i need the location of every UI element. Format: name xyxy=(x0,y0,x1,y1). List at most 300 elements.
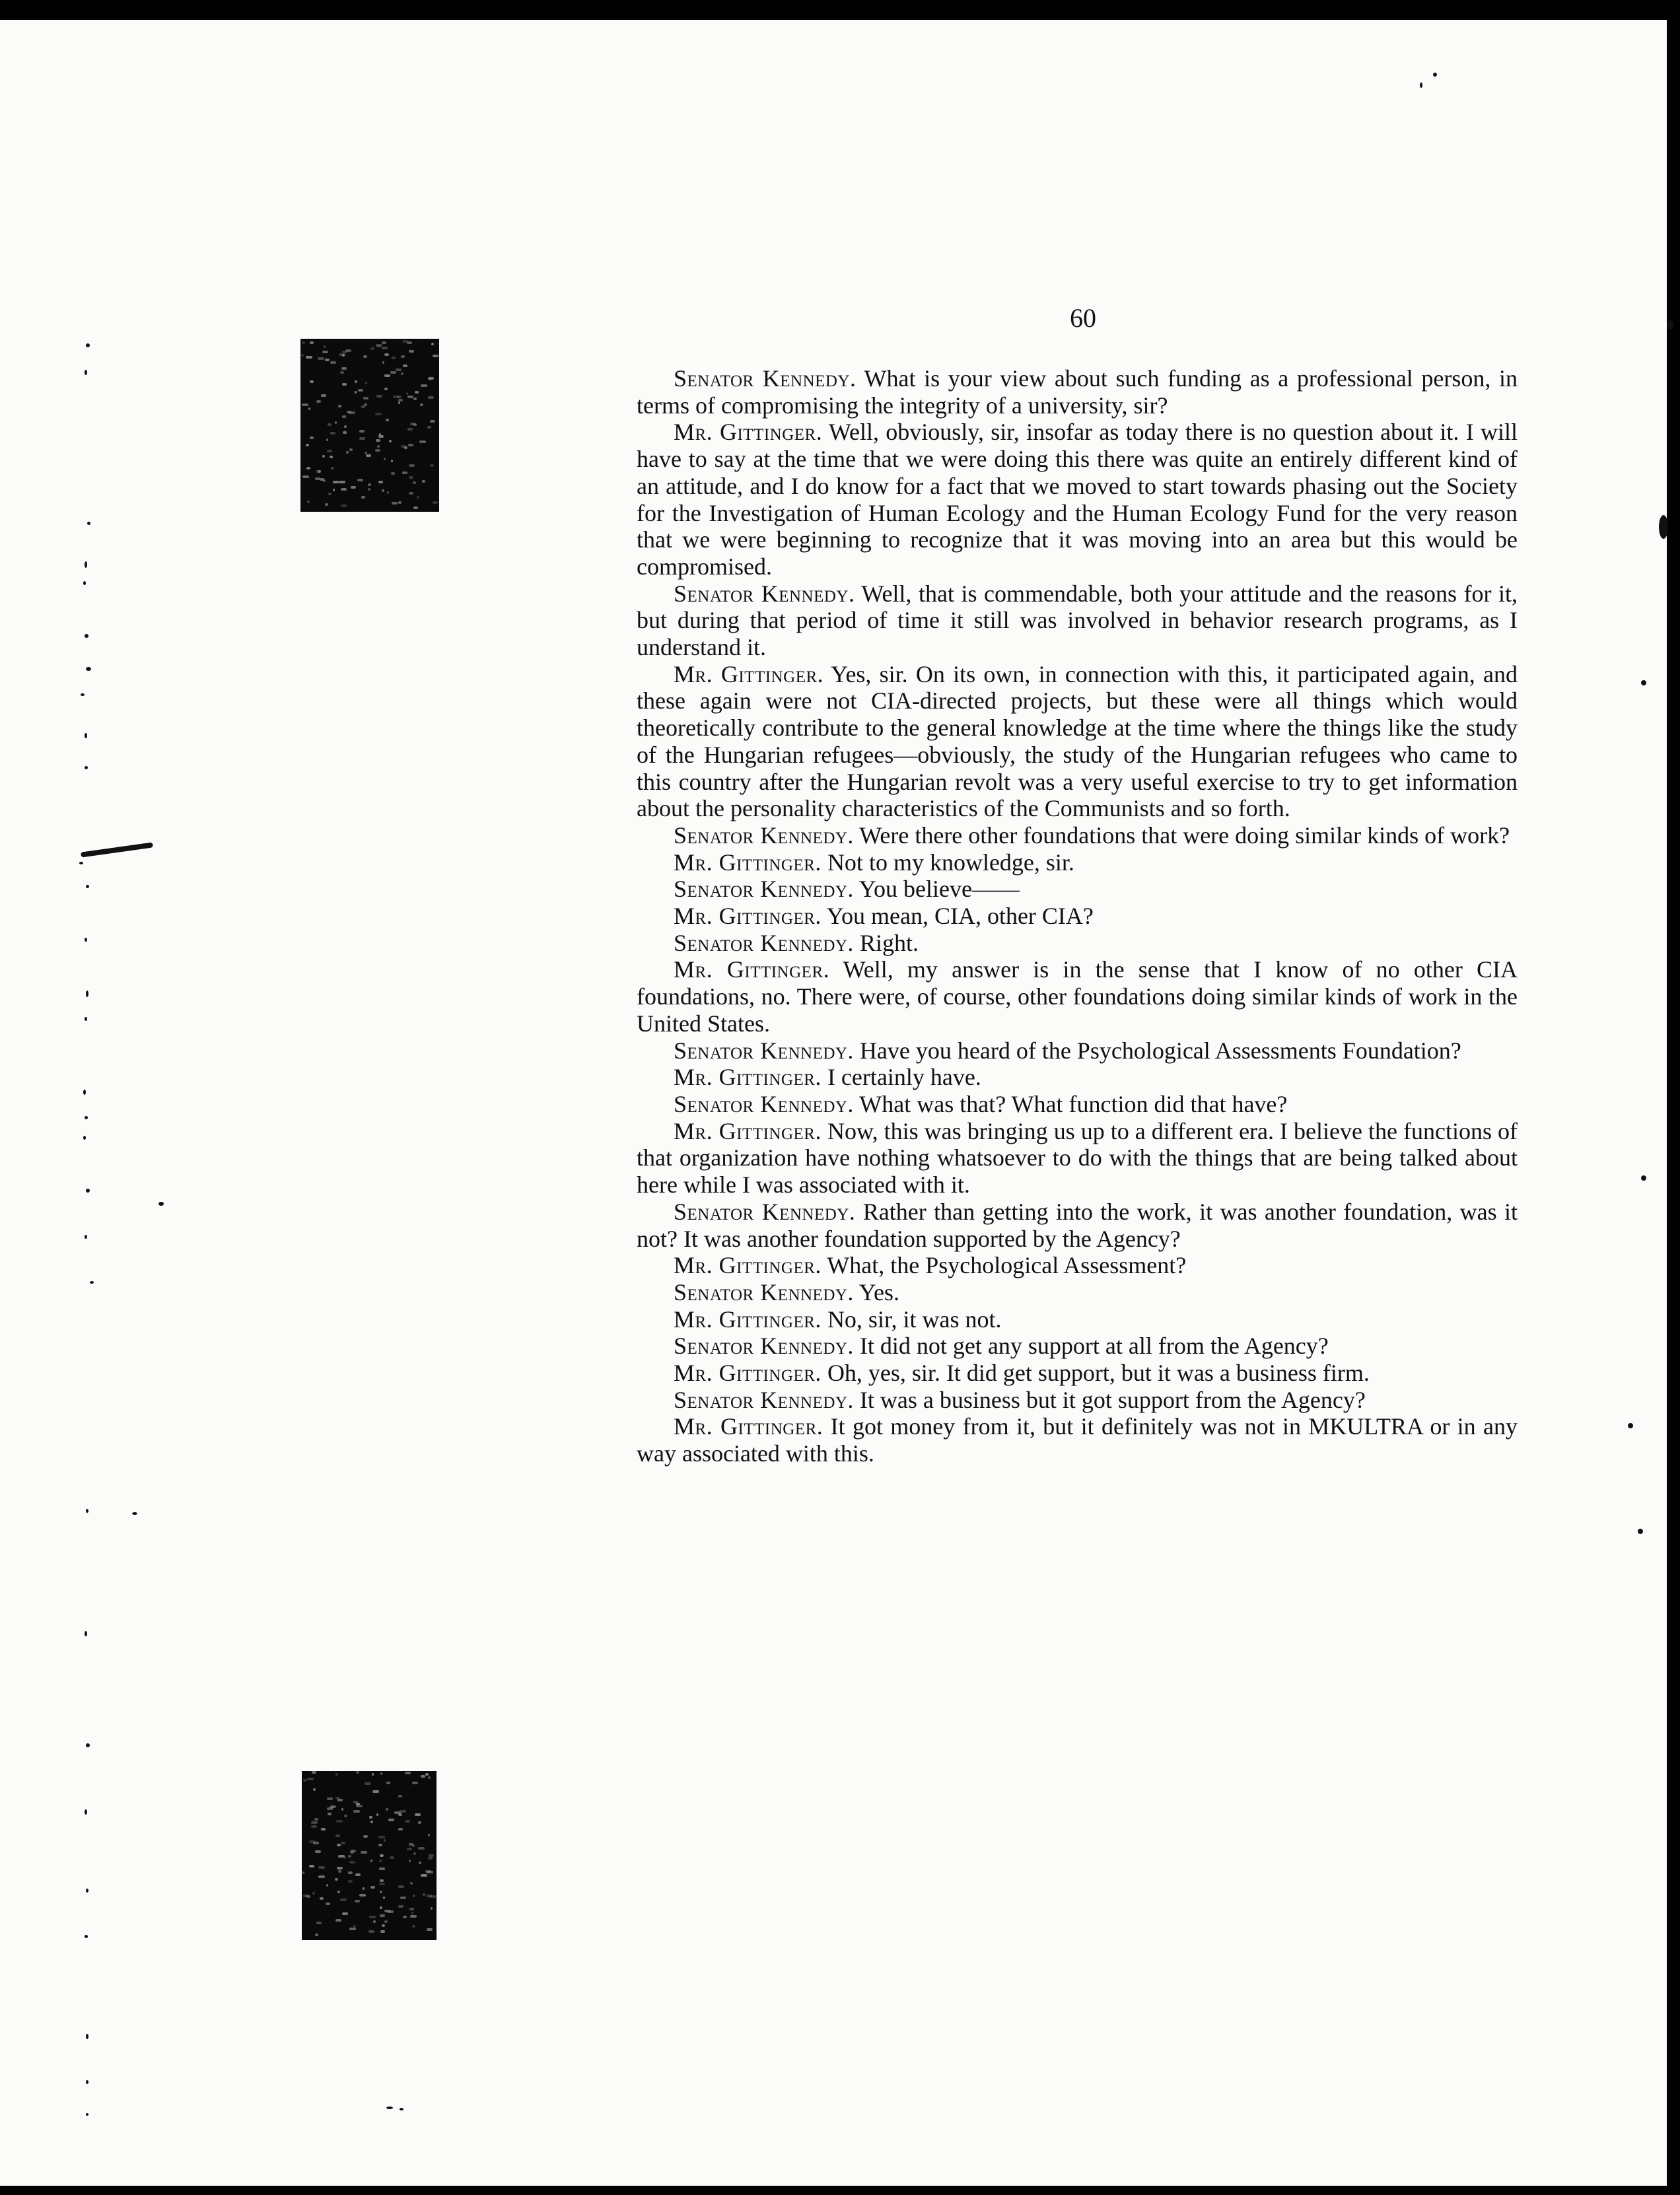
blot-noise xyxy=(384,458,386,460)
scan-speck xyxy=(86,991,88,997)
speech-text: No, sir, it was not. xyxy=(821,1306,1002,1333)
blot-noise xyxy=(363,397,368,400)
blot-noise xyxy=(370,347,374,350)
blot-noise xyxy=(398,1795,402,1797)
blot-noise xyxy=(418,1847,425,1850)
transcript-paragraph xyxy=(637,930,1518,957)
speech-text: It did not get any support at all from the Agency? xyxy=(853,1333,1329,1360)
blot-noise xyxy=(401,372,403,375)
speaker-name: Mr. Gittinger. xyxy=(674,1360,822,1387)
blot-noise xyxy=(308,407,310,410)
speech-text: Yes, sir. On its own, in connection with this, it participated again, and these again were not CIA-directed projects, but these were all things which would theoretically contribute to the general knowledge at the time where the things like the study of the Hungarian refugees—obviously, the study of the Hungarian refugees who came to this country after the Hungarian revolt was a very useful exercise to try to get information about the personality characteristics of the Communists and so forth. xyxy=(637,660,1518,822)
blot-noise xyxy=(398,1828,403,1830)
scan-speck xyxy=(86,885,89,888)
blot-noise xyxy=(420,403,423,406)
blot-noise xyxy=(335,1919,341,1922)
blot-noise xyxy=(355,1900,360,1902)
blot-noise xyxy=(425,1870,431,1873)
scan-speck xyxy=(1641,680,1646,685)
blot-noise xyxy=(373,1920,376,1923)
blot-noise xyxy=(309,1865,314,1867)
blot-noise xyxy=(342,415,346,418)
blot-noise xyxy=(427,1928,433,1931)
blot-noise xyxy=(335,1797,340,1799)
blot-noise xyxy=(407,1848,412,1850)
speaker-name: Mr. Gittinger. xyxy=(674,1117,822,1144)
scan-speck xyxy=(83,1090,86,1095)
blot-noise xyxy=(321,1828,326,1830)
speaker-name: Mr. Gittinger. xyxy=(674,419,823,446)
blot-noise xyxy=(431,1907,433,1910)
blot-noise xyxy=(363,355,367,358)
blot-noise xyxy=(413,1852,416,1855)
speech-text: Well, that is commendable, both your attitude and the reasons for it, but during that period of time it still was involved in behavior research programs, as I understand it. xyxy=(637,580,1518,661)
speech-text: What is your view about such funding as a professional person, in terms of compromising the integrity of a university, sir? xyxy=(637,365,1518,419)
scan-speck xyxy=(1667,320,1673,330)
blot-noise xyxy=(369,1916,376,1918)
blot-noise xyxy=(333,481,339,483)
blot-noise xyxy=(327,450,332,452)
blot-noise xyxy=(421,384,427,387)
blot-noise xyxy=(344,425,347,428)
blot-noise xyxy=(339,481,345,483)
blot-noise xyxy=(315,1850,321,1853)
scan-speck xyxy=(85,766,88,769)
blot-noise xyxy=(413,398,417,400)
blot-noise xyxy=(391,472,395,475)
blot-noise xyxy=(409,1860,411,1862)
blot-noise xyxy=(322,455,325,458)
scan-speck xyxy=(386,2107,393,2109)
scan-border-top xyxy=(0,0,1680,20)
transcript-paragraph xyxy=(637,1279,1518,1306)
blot-noise xyxy=(390,371,396,374)
blot-noise xyxy=(375,449,380,452)
blot-noise xyxy=(311,1825,317,1828)
blot-noise xyxy=(335,1773,337,1776)
blot-noise xyxy=(380,1930,385,1933)
speaker-name: Mr. Gittinger. xyxy=(674,1064,822,1091)
blot-noise xyxy=(363,1835,368,1838)
blot-noise xyxy=(378,481,383,483)
blot-noise xyxy=(321,394,326,397)
blot-noise xyxy=(359,437,365,440)
blot-noise xyxy=(398,1885,404,1888)
blot-noise xyxy=(341,367,347,370)
blot-noise xyxy=(342,1912,348,1915)
blot-noise xyxy=(318,1875,325,1878)
blot-noise xyxy=(315,1934,318,1936)
blot-noise xyxy=(322,351,328,353)
blot-noise xyxy=(302,475,309,478)
blot-noise xyxy=(405,1772,411,1774)
blot-noise xyxy=(358,389,363,392)
scan-speck xyxy=(85,733,87,738)
blot-noise xyxy=(351,486,356,489)
blot-noise xyxy=(320,1897,324,1900)
blot-noise xyxy=(325,359,330,361)
scan-speck xyxy=(85,1631,87,1636)
transcript-paragraph xyxy=(637,1387,1518,1414)
blot-noise xyxy=(379,1883,385,1885)
blot-noise xyxy=(337,1844,341,1846)
blot-noise xyxy=(413,481,416,484)
scan-speck xyxy=(86,1189,90,1193)
blot-noise xyxy=(418,1821,421,1824)
blot-noise xyxy=(314,1818,318,1821)
blot-noise xyxy=(330,456,333,458)
blot-noise xyxy=(413,1925,415,1928)
blot-noise xyxy=(311,1821,318,1824)
transcript-paragraph xyxy=(637,849,1518,876)
blot-noise xyxy=(330,361,336,364)
speaker-name: Senator Kennedy. xyxy=(674,365,857,392)
blot-noise xyxy=(391,460,393,462)
blot-noise xyxy=(378,1844,382,1846)
speaker-name: Mr. Gittinger. xyxy=(674,903,822,930)
blot-noise xyxy=(425,1773,429,1776)
speech-text: Well, my answer is in the sense that I know of no other CIA foundations, no. There were, of course, other foundations doing similar kinds of work in the United States. xyxy=(637,956,1518,1037)
blot-noise xyxy=(328,423,332,426)
blot-noise xyxy=(326,1902,330,1905)
blot-noise xyxy=(335,1878,338,1881)
speaker-name: Senator Kennedy. xyxy=(674,1037,854,1064)
blot-noise xyxy=(423,1893,425,1896)
speech-text: I certainly have. xyxy=(821,1064,981,1091)
blot-noise xyxy=(376,344,382,347)
blot-noise xyxy=(353,1801,358,1803)
scan-speck xyxy=(86,2080,88,2084)
scan-speck xyxy=(86,1743,90,1747)
blot-noise xyxy=(350,1851,354,1854)
blot-noise xyxy=(409,492,413,495)
blot-noise xyxy=(428,1857,433,1860)
speaker-name: Mr. Gittinger. xyxy=(674,660,824,687)
speaker-name: Mr. Gittinger. xyxy=(674,956,830,983)
blot-noise xyxy=(353,1925,356,1928)
blot-noise xyxy=(427,426,431,429)
transcript-paragraph xyxy=(637,365,1518,419)
blot-noise xyxy=(341,488,347,491)
transcript-paragraph xyxy=(637,1333,1518,1360)
scan-speck xyxy=(85,370,87,375)
blot-noise xyxy=(306,1895,310,1898)
transcript-paragraph xyxy=(637,419,1518,580)
transcript-paragraph xyxy=(637,903,1518,930)
scan-speck xyxy=(87,522,90,525)
blot-noise xyxy=(396,368,402,371)
redaction-mark-top xyxy=(300,339,439,512)
blot-noise xyxy=(355,1873,361,1876)
blot-noise xyxy=(349,448,353,451)
blot-noise xyxy=(402,471,407,474)
blot-noise xyxy=(386,1782,390,1784)
blot-noise xyxy=(324,345,326,348)
blot-noise xyxy=(368,483,371,486)
blot-noise xyxy=(403,365,407,367)
blot-noise xyxy=(412,1782,418,1784)
blot-noise xyxy=(348,1871,353,1874)
blot-noise xyxy=(372,1773,374,1776)
blot-noise xyxy=(384,388,388,390)
blot-noise xyxy=(375,413,382,415)
blot-noise xyxy=(370,1886,375,1889)
blot-noise xyxy=(328,493,332,495)
blot-noise xyxy=(409,1843,413,1846)
blot-noise xyxy=(430,464,434,467)
speaker-name: Senator Kennedy. xyxy=(674,580,855,607)
blot-noise xyxy=(407,341,412,344)
blot-noise xyxy=(428,1834,430,1836)
blot-noise xyxy=(378,435,384,438)
scan-speck xyxy=(83,1136,86,1140)
blot-noise xyxy=(376,439,380,442)
scan-speck xyxy=(1638,1529,1643,1534)
scan-speck xyxy=(79,862,83,864)
blot-noise xyxy=(356,1805,363,1807)
blot-noise xyxy=(411,1912,413,1914)
blot-noise xyxy=(428,396,434,399)
blot-noise xyxy=(355,380,357,383)
blot-noise xyxy=(398,401,400,404)
blot-noise xyxy=(407,396,413,398)
blot-noise xyxy=(422,480,425,483)
blot-noise xyxy=(365,1782,371,1785)
blot-noise xyxy=(384,1839,386,1842)
blot-noise xyxy=(327,1797,333,1800)
blot-noise xyxy=(357,479,363,481)
blot-noise xyxy=(430,420,435,423)
blot-noise xyxy=(431,343,434,345)
speaker-name: Mr. Gittinger. xyxy=(674,1413,823,1440)
speech-text: Rather than getting into the work, it was another foundation, was it not? It was another foundation supported by the Agency? xyxy=(637,1198,1518,1252)
speaker-name: Senator Kennedy. xyxy=(674,1333,854,1360)
speech-text: It was a business but it got support from the Agency? xyxy=(853,1386,1366,1413)
scan-speck xyxy=(132,1512,137,1515)
blot-noise xyxy=(347,411,351,413)
transcript-paragraph xyxy=(637,1037,1518,1064)
speech-text: Well, obviously, sir, insofar as today there is no question about it. I will have to say at the time that we were doing this there was quite an entirely different kind of an attitude, and I do know for a fact that we moved to start towards phasing out the Society for the Investigation of Human Ecology and the Human Ecology Fund for the very reason that we were beginning to recognize that it was moving into an area but this would be compromised. xyxy=(637,419,1518,580)
blot-noise xyxy=(337,1867,343,1869)
blot-noise xyxy=(344,1856,346,1859)
blot-noise xyxy=(335,421,337,424)
blot-noise xyxy=(405,1820,410,1823)
blot-noise xyxy=(369,1816,372,1819)
blot-noise xyxy=(361,1851,367,1854)
speaker-name: Senator Kennedy. xyxy=(674,876,854,903)
speech-text: What was that? What function did that have? xyxy=(853,1090,1288,1117)
blot-noise xyxy=(341,1842,345,1844)
blot-noise xyxy=(343,431,347,434)
blot-noise xyxy=(303,1779,307,1782)
blot-noise xyxy=(382,361,384,364)
blot-noise xyxy=(306,467,310,470)
blot-noise xyxy=(407,428,413,431)
speech-text: It got money from it, but it definitely was not in MKULTRA or in any way associated with this. xyxy=(637,1413,1518,1467)
blot-noise xyxy=(346,451,349,454)
blot-noise xyxy=(379,1860,382,1862)
blot-noise xyxy=(349,1861,355,1864)
blot-noise xyxy=(377,445,380,448)
blot-noise xyxy=(417,496,419,499)
transcript-paragraph xyxy=(637,1064,1518,1091)
speaker-name: Senator Kennedy. xyxy=(674,1386,854,1413)
speech-text: You believe—— xyxy=(853,876,1020,903)
blot-noise xyxy=(409,476,413,479)
scan-speck xyxy=(86,2113,88,2116)
scan-speck xyxy=(86,1889,88,1893)
scan-speck xyxy=(81,693,85,696)
transcript-paragraph xyxy=(637,1252,1518,1279)
blot-noise xyxy=(307,1778,314,1780)
speech-text: Have you heard of the Psychological Assessments Foundation? xyxy=(853,1037,1461,1064)
blot-noise xyxy=(340,1899,347,1901)
blot-noise xyxy=(428,377,434,380)
scan-speck xyxy=(85,1809,87,1815)
blot-noise xyxy=(398,399,403,401)
blot-noise xyxy=(401,355,405,358)
blot-noise xyxy=(380,1906,382,1909)
scan-speck xyxy=(1628,1423,1633,1428)
scan-speck xyxy=(90,1281,94,1284)
speech-text: What, the Psychological Assessment? xyxy=(821,1252,1187,1279)
blot-noise xyxy=(307,501,310,503)
scan-speck xyxy=(400,2108,403,2110)
speaker-name: Mr. Gittinger. xyxy=(674,849,822,876)
blot-noise xyxy=(388,1910,394,1913)
blot-noise xyxy=(341,505,347,507)
blot-noise xyxy=(372,1790,379,1793)
blot-noise xyxy=(384,1920,388,1923)
transcript-paragraph xyxy=(637,1118,1518,1199)
blot-noise xyxy=(419,440,426,443)
blot-noise xyxy=(310,380,314,383)
blot-noise xyxy=(335,1834,340,1837)
blot-noise xyxy=(368,1930,374,1933)
transcript-paragraph xyxy=(637,822,1518,849)
blot-noise xyxy=(409,350,414,353)
blot-noise xyxy=(415,391,419,394)
blot-noise xyxy=(312,1771,316,1774)
blot-noise xyxy=(302,403,308,406)
scan-speck xyxy=(85,1116,88,1119)
blot-noise xyxy=(390,1856,394,1859)
blot-noise xyxy=(312,1892,315,1895)
transcript-paragraph xyxy=(637,876,1518,903)
blot-noise xyxy=(302,341,305,344)
transcript-paragraph xyxy=(637,1091,1518,1118)
blot-noise xyxy=(318,470,321,473)
blot-noise xyxy=(316,1922,322,1924)
blot-noise xyxy=(316,400,321,403)
blot-noise xyxy=(318,1866,325,1869)
blot-noise xyxy=(302,1871,304,1874)
blot-noise xyxy=(331,467,334,470)
blot-noise xyxy=(328,1813,332,1815)
blot-noise xyxy=(410,1882,413,1885)
blot-noise xyxy=(379,1867,385,1870)
blot-noise xyxy=(421,1874,427,1877)
scan-speck xyxy=(86,1509,88,1513)
blot-noise xyxy=(370,1821,373,1823)
scan-speck xyxy=(83,581,86,585)
blot-noise xyxy=(306,356,312,359)
blot-noise xyxy=(386,1808,388,1811)
scan-speck xyxy=(86,2034,88,2039)
blot-noise xyxy=(385,1910,388,1912)
blot-noise xyxy=(313,1842,319,1844)
blot-noise xyxy=(348,1880,353,1883)
speaker-name: Mr. Gittinger. xyxy=(674,1306,822,1333)
blot-noise xyxy=(384,353,389,356)
blot-noise xyxy=(409,1908,414,1910)
blot-noise xyxy=(313,1788,316,1791)
blot-noise xyxy=(382,1924,385,1927)
blot-noise xyxy=(359,430,365,433)
blot-noise xyxy=(428,1776,431,1779)
blot-noise xyxy=(333,489,335,491)
blot-noise xyxy=(429,1895,436,1898)
blot-noise xyxy=(342,383,347,386)
blot-noise xyxy=(378,1836,385,1838)
blot-noise xyxy=(326,1884,328,1887)
blot-noise xyxy=(330,1805,336,1808)
scan-speck xyxy=(1420,83,1422,88)
blot-noise xyxy=(388,1819,394,1821)
scan-speck xyxy=(85,938,87,942)
blot-noise xyxy=(433,355,438,357)
speech-text: Were there other foundations that were doing similar kinds of work? xyxy=(853,821,1510,849)
blot-noise xyxy=(376,1813,378,1816)
speaker-name: Senator Kennedy. xyxy=(674,1278,854,1306)
transcript-paragraph xyxy=(637,1413,1518,1467)
scan-speck xyxy=(1433,73,1437,77)
blot-noise xyxy=(380,1772,382,1775)
blot-noise xyxy=(421,1775,425,1778)
blot-noise xyxy=(348,1855,351,1858)
blot-noise xyxy=(310,436,314,439)
blot-noise xyxy=(318,357,324,360)
speech-text: Yes. xyxy=(853,1278,899,1306)
scan-dash-artifact xyxy=(81,842,153,857)
blot-noise xyxy=(342,351,347,353)
scan-border-bottom xyxy=(0,2186,1680,2195)
blot-noise xyxy=(382,341,386,344)
speaker-name: Senator Kennedy. xyxy=(674,1198,856,1225)
blot-noise xyxy=(383,1897,385,1899)
blot-noise xyxy=(366,454,371,457)
speaker-name: Senator Kennedy. xyxy=(674,1090,854,1117)
speech-text: You mean, CIA, other CIA? xyxy=(821,903,1094,930)
speech-text: Oh, yes, sir. It did get support, but it was a business firm. xyxy=(821,1360,1370,1387)
speaker-name: Mr. Gittinger. xyxy=(674,1252,822,1279)
blot-noise xyxy=(382,347,388,349)
transcript-paragraph xyxy=(637,956,1518,1037)
blot-noise xyxy=(389,440,392,442)
blot-noise xyxy=(400,1897,406,1899)
blot-noise xyxy=(353,1810,360,1813)
transcript-paragraph xyxy=(637,1199,1518,1252)
speaker-name: Senator Kennedy. xyxy=(674,929,854,956)
blot-noise xyxy=(380,1891,382,1893)
blot-noise xyxy=(356,1771,359,1774)
blot-noise xyxy=(380,1879,384,1882)
speech-text: Now, this was bringing us up to a different era. I believe the functions of that organization have nothing whatsoever to do with the things that are being talked about here while I was associated with it. xyxy=(637,1117,1518,1199)
blot-noise xyxy=(386,419,389,421)
blot-noise xyxy=(409,464,415,467)
blot-noise xyxy=(310,341,314,344)
scan-speck xyxy=(85,1235,87,1239)
